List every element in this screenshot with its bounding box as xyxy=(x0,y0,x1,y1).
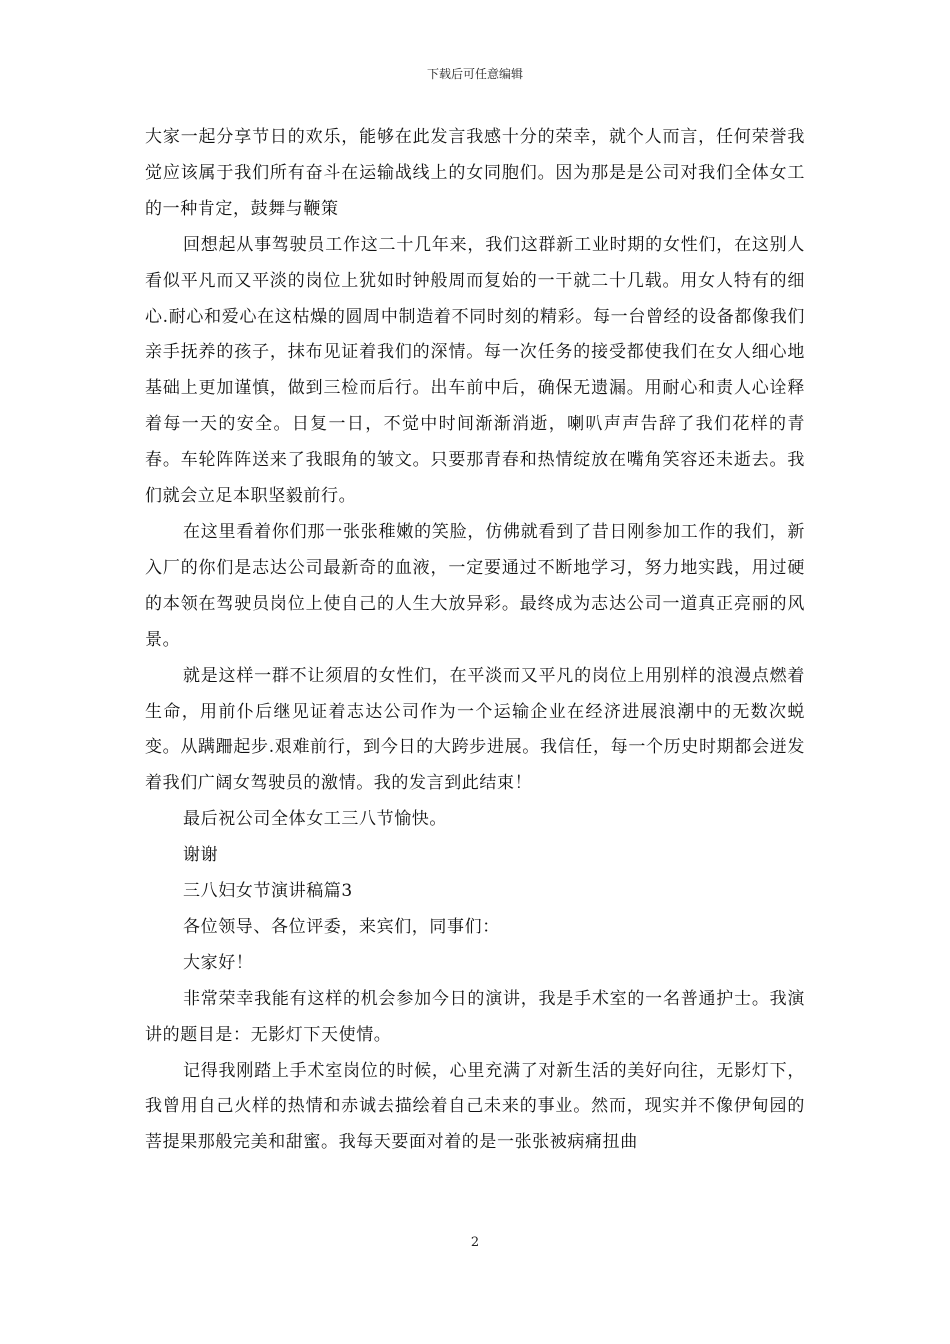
page-header: 下载后可任意编辑 xyxy=(426,67,523,81)
salutation: 各位领导、各位评委，来宾们，同事们： xyxy=(183,916,500,937)
page-number: 2 xyxy=(470,1235,480,1250)
paragraph: 谢谢 xyxy=(183,845,219,866)
greeting: 大家好！ xyxy=(183,952,254,973)
paragraph: 记得我刚踏上手术室岗位的时候，心里充满了对新生活的美好向往，无影灯下，我曾用自己火样的热情和赤诚去描绘着自己未来的事业。然而，现实并不像伊甸园的菩提果那般完美和甜蜜。我每天要面对着的是一张张被病痛扭曲 xyxy=(145,1060,805,1153)
paragraph: 回想起从事驾驶员工作这二十几年来，我们这群新工业时期的女性们，在这别人看似平凡而又平淡的岗位上犹如时钟般周而复始的一干就二十几载。用女人特有的细心.耐心和爱心在这枯燥的圆周中制造着不同时刻的精彩。每一台曾经的设备都像我们亲手抚养的孩子，抹布见证着我们的深情。每一次任务的接受都使我们在女人细心地基础上更加谨慎，做到三检而后行。出车前中后，确保无遗漏。用耐心和责人心诠释着每一天的安全。日复一日，不觉中时间渐渐消逝，喇叭声声告辞了我们花样的青春。车轮阵阵送来了我眼角的皱文。只要那青春和热情绽放在嘴角笑容还未逝去。我们就会立足本职坚毅前行。 xyxy=(145,234,805,507)
document-body xyxy=(145,120,805,1161)
paragraph: 在这里看着你们那一张张稚嫩的笑脸，仿佛就看到了昔日刚参加工作的我们，新入厂的你们是志达公司最新奇的血液，一定要通过不断地学习，努力地实践，用过硬的本领在驾驶员岗位上使自己的人生大放异彩。最终成为志达公司一道真正亮丽的风景。 xyxy=(145,521,805,650)
paragraph: 就是这样一群不让须眉的女性们，在平淡而又平凡的岗位上用别样的浪漫点燃着生命，用前仆后继见证着志达公司作为一个运输企业在经济进展浪潮中的无数次蜕变。从蹒跚起步.艰难前行，到今日的大跨步进展。我信任，每一个历史时期都会迸发着我们广阔女驾驶员的激情。我的发言到此结束！ xyxy=(145,665,805,794)
paragraph: 大家一起分享节日的欢乐，能够在此发言我感十分的荣幸，就个人而言，任何荣誉我觉应该属于我们所有奋斗在运输战线上的女同胞们。因为那是是公司对我们全体女工的一种肯定，鼓舞与鞭策 xyxy=(145,127,805,219)
paragraph: 非常荣幸我能有这样的机会参加今日的演讲，我是手术室的一名普通护士。我演讲的题目是：无影灯下天使情。 xyxy=(145,988,805,1045)
section-heading: 三八妇女节演讲稿篇3 xyxy=(183,881,353,902)
paragraph: 最后祝公司全体女工三八节愉快。 xyxy=(183,809,447,830)
